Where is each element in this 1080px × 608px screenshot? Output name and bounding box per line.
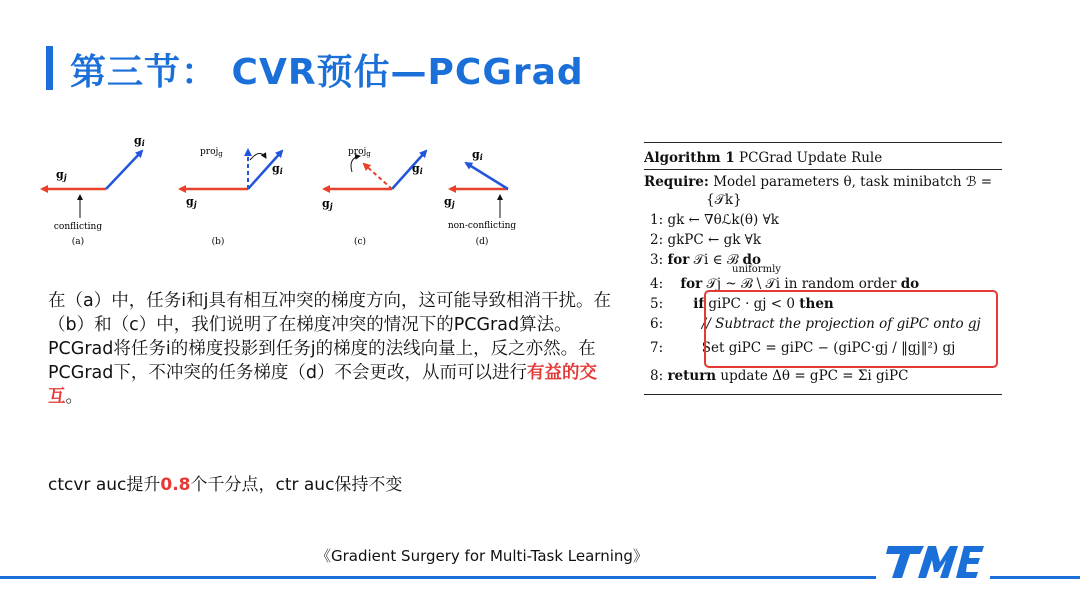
algo-mid-rule (644, 169, 1002, 170)
slide-title: 第三节： CVR预估—PCGrad (70, 52, 584, 93)
algo-line-1: 1: gk ← ∇θℒk(θ) ∀k (650, 212, 779, 228)
stat-prefix: ctcvr auc提升 (48, 475, 161, 495)
algo-require-cont: {𝒯k} (706, 192, 742, 208)
algo-bottom-rule (644, 394, 1002, 395)
algo-line-8: 8: return update Δθ = gPC = Σi giPC (650, 368, 909, 384)
label-gi-a: gi (134, 134, 145, 148)
gi-vector-d (466, 163, 508, 189)
label-proj-c: proj$_g$ (348, 147, 371, 158)
label-conflicting: conflicting (53, 222, 103, 232)
algo-line-4-over: uniformly (732, 264, 781, 275)
algo-require-text: Model parameters θ, task minibatch ℬ = (713, 174, 993, 190)
diagram-d (444, 148, 516, 247)
projection-arc-c (351, 156, 360, 172)
label-gi-c: gi (412, 162, 423, 176)
paragraph-text: 在（a）中，任务i和j具有相互冲突的梯度方向，这可能导致相消干扰。在（b）和（c）中，我们说明了在梯度冲突的情况下的PCGrad算法。 PCGrad将任务i的梯度投影到任务j的梯度的法线向量上，反之亦然。在PCGrad下，不冲突的任务梯度（d）不会更改，从而可以进行 (48, 291, 611, 383)
paper-reference: 《Gradient Surgery for Multi-Task Learning》 (316, 547, 648, 565)
diagram-c (322, 147, 426, 247)
footer-line-left (0, 576, 876, 579)
algo-require-label: Require: (644, 174, 709, 190)
gradient-diagrams-svg (30, 128, 550, 256)
footer-line-right (990, 576, 1080, 579)
paragraph-end: 。 (65, 387, 83, 407)
label-gj-c: gj (322, 197, 333, 211)
title-accent-bar (46, 46, 53, 90)
caption-a: (a) (71, 237, 85, 247)
algo-line-7: 7: Set giPC = giPC − (giPC·gj / ‖gj‖²) gj (650, 340, 956, 356)
algo-line-5: 5: if giPC · gj < 0 then (650, 296, 834, 312)
algo-heading-text: PCGrad Update Rule (739, 150, 883, 166)
explanation-paragraph (48, 289, 624, 409)
label-gj-a: gj (56, 168, 67, 182)
algo-line-2: 2: gkPC ← gk ∀k (650, 232, 762, 248)
diagram-a (42, 134, 145, 247)
algo-require (644, 174, 992, 190)
label-gi-d: gi (472, 148, 483, 162)
algo-line-4: 4: for 𝒯j ~ ℬ \ 𝒯i in random order do (650, 276, 920, 292)
gi-vector-a (106, 151, 142, 189)
highlight-box (704, 290, 998, 368)
label-gi-b: gi (272, 162, 283, 176)
caption-c: (c) (353, 237, 367, 247)
caption-d: (d) (475, 237, 489, 247)
algo-top-rule (644, 142, 1002, 143)
caption-b: (b) (211, 237, 225, 247)
label-gj-b: gj (186, 195, 197, 209)
result-stat (48, 470, 402, 495)
algo-line-6: 6: // Subtract the projection of giPC onto gj (650, 316, 981, 332)
gradient-figure (30, 128, 550, 256)
label-gj-d: gj (444, 195, 455, 209)
algo-line-3: 3: for 𝒯i ∈ ℬ do (650, 252, 761, 268)
algo-heading-label: Algorithm 1 (644, 150, 735, 166)
algo-heading (644, 150, 882, 166)
label-non-conflicting: non-conflicting (447, 221, 517, 231)
stat-suffix: 个千分点，ctr auc保持不变 (190, 475, 403, 495)
diagram-b (180, 147, 283, 247)
label-proj-b: proj$_g$ (200, 147, 223, 158)
tme-logo-icon (884, 540, 984, 584)
paragraph-highlight: 有益的交互 (48, 363, 597, 407)
stat-value: 0.8 (160, 475, 191, 495)
projection-c (364, 164, 392, 189)
projection-arc-b (250, 153, 266, 160)
